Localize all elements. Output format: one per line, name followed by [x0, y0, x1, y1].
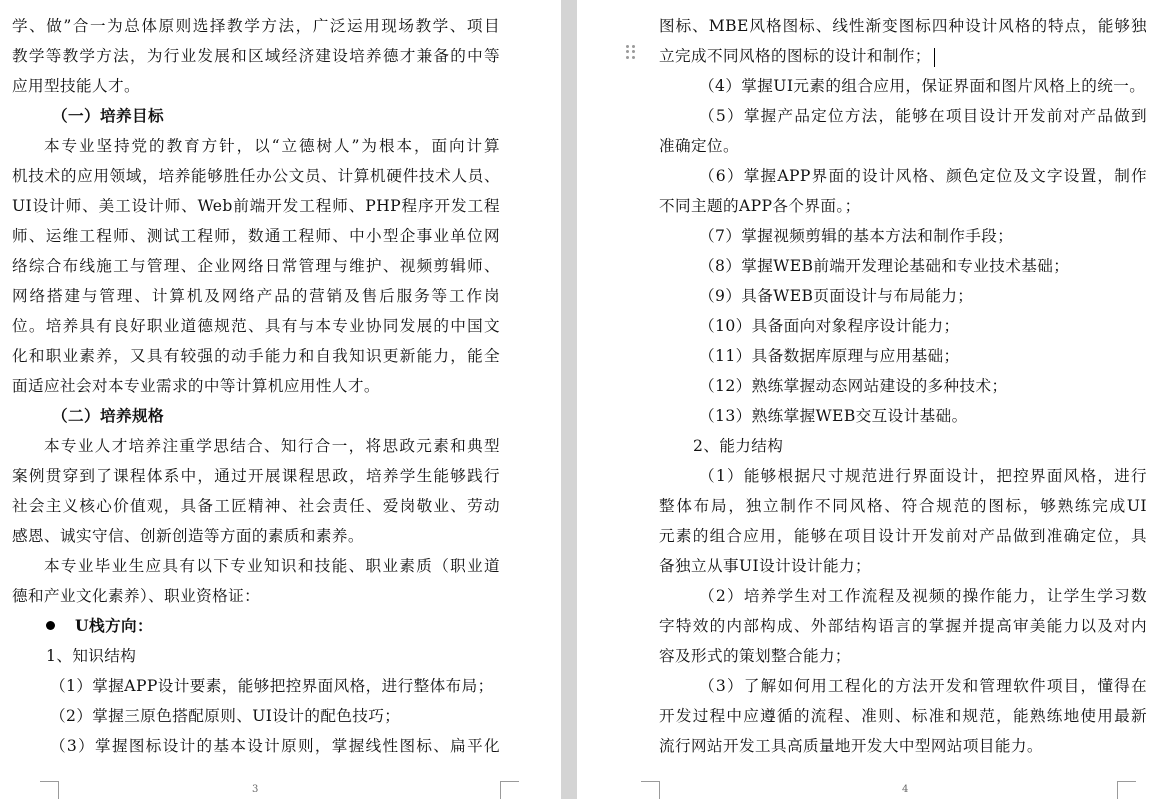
crop-mark	[641, 781, 660, 799]
text-line: 本专业毕业生应具有以下专业知识和技能、职业素质（职业道	[44, 557, 500, 575]
text-line: 流行网站开发工具高质量地开发大中型网站项目能力。	[659, 737, 1043, 755]
text-line: （11）具备数据库原理与应用基础；	[699, 347, 960, 365]
page-gutter	[561, 0, 577, 799]
text-line: （1）掌握APP设计要素，能够把控界面风格，进行整体布局；	[50, 677, 494, 695]
text-line: 字特效的内部构成、外部结构语言的掌握并提高审美能力以及对内	[659, 617, 1147, 635]
text-line: 开发过程中应遵循的流程、准则、标准和规范，能熟练地使用最新	[659, 707, 1147, 725]
crop-mark	[40, 781, 59, 799]
text-line: 化和职业素养，又具有较强的动手能力和自我知识更新能力，能全	[12, 347, 500, 365]
text-line: UI设计师、美工设计师、Web前端开发工程师、PHP程序开发工程	[12, 197, 500, 215]
text-line: 本专业人才培养注重学思结合、知行合一，将思政元素和典型	[44, 437, 500, 455]
bullet-heading	[12, 616, 534, 636]
text-line: （3）了解如何用工程化的方法开发和管理软件项目，懂得在	[699, 677, 1147, 695]
text-line: 络综合布线施工与管理、企业网络日常管理与维护、视频剪辑师、	[12, 257, 500, 275]
text-line: （12）熟练掌握动态网站建设的多种技术；	[699, 377, 1008, 395]
document-page-4[interactable]	[577, 0, 1161, 799]
text-line: （8）掌握WEB前端开发理论基础和专业技术基础；	[699, 257, 1070, 275]
text-line: 机技术的应用领域，培养能够胜任办公文员、计算机硬件技术人员、	[12, 167, 500, 185]
text-line: 教学等教学方法，为行业发展和区域经济建设培养德才兼备的中等	[12, 47, 500, 65]
text-line: 面适应社会对本专业需求的中等计算机应用性人才。	[12, 377, 380, 395]
paragraph-drag-handle-icon[interactable]	[626, 45, 636, 59]
subheading: 2、能力结构	[693, 437, 784, 455]
text-line: （9）具备WEB页面设计与布局能力；	[699, 287, 974, 305]
bullet-icon	[46, 621, 55, 630]
text-line: 本专业坚持党的教育方针，以“立德树人”为根本，面向计算	[44, 137, 500, 155]
text-line: 准确定位。	[659, 137, 739, 155]
text-line: （4）掌握UI元素的组合应用，保证界面和图片风格上的统一。	[699, 77, 1146, 95]
text-line: 案例贯穿到了课程体系中，通过开展课程思政，培养学生能够践行	[12, 467, 500, 485]
text-line: （6）掌握APP界面的设计风格、颜色定位及文字设置，制作	[699, 167, 1147, 185]
text-cursor	[934, 48, 936, 67]
text-line-content: 立完成不同风格的图标的设计和制作；	[659, 47, 931, 65]
text-line: （10）具备面向对象程序设计能力；	[699, 317, 960, 335]
section-heading: （一）培养目标	[52, 106, 164, 125]
text-line: 应用型技能人才。	[12, 77, 140, 95]
section-heading: （二）培养规格	[52, 406, 164, 425]
text-line: （1）能够根据尺寸规范进行界面设计，把控界面风格，进行	[699, 467, 1147, 485]
document-page-3[interactable]	[0, 0, 561, 799]
text-line: 德和产业文化素养）、职业资格证：	[12, 587, 261, 605]
text-line: 整体布局，独立制作不同风格、符合规范的图标，够熟练完成UI	[659, 497, 1147, 515]
page-number: 4	[902, 784, 909, 795]
text-line	[659, 46, 1147, 67]
text-line: 社会主义核心价值观，具备工匠精神、社会责任、爱岗敬业、劳动	[12, 497, 500, 515]
text-line: 容及形式的策划整合能力；	[659, 647, 851, 665]
text-line: 学、做”合一为总体原则选择教学方法，广泛运用现场教学、项目	[12, 17, 500, 35]
text-line: 元素的组合应用，能够在项目设计开发前对产品做到准确定位，具	[659, 527, 1147, 545]
text-line: 网络搭建与管理、计算机及网络产品的营销及售后服务等工作岗	[12, 287, 500, 305]
text-line: 备独立从事UI设计设计能力；	[659, 557, 872, 575]
subheading: 1、知识结构	[46, 647, 137, 665]
bullet-heading-text: U栈方向：	[75, 616, 153, 635]
text-line: （7）掌握视频剪辑的基本方法和制作手段；	[699, 227, 1014, 245]
text-line: （2）掌握三原色搭配原则、UI设计的配色技巧；	[50, 707, 401, 725]
text-line: 师、运维工程师、测试工程师，数通工程师、中小型企事业单位网	[12, 227, 500, 245]
text-line: （2）培养学生对工作流程及视频的操作能力，让学生学习数	[699, 587, 1147, 605]
crop-mark	[1117, 781, 1136, 799]
text-line: （13）熟练掌握WEB交互设计基础。	[699, 407, 968, 425]
text-line: 位。培养具有良好职业道德规范、具有与本专业协同发展的中国文	[12, 317, 500, 335]
text-line: （5）掌握产品定位方法，能够在项目设计开发前对产品做到	[699, 107, 1147, 125]
text-line: 感恩、诚实守信、创新创造等方面的素质和素养。	[12, 527, 364, 545]
text-line: 图标、MBE风格图标、线性渐变图标四种设计风格的特点，能够独	[659, 17, 1147, 35]
text-line: 不同主题的APP各个界面。；	[659, 197, 861, 215]
page-number: 3	[252, 784, 259, 795]
text-line: （3）掌握图标设计的基本设计原则，掌握线性图标、扁平化	[50, 737, 500, 755]
crop-mark	[500, 781, 519, 799]
